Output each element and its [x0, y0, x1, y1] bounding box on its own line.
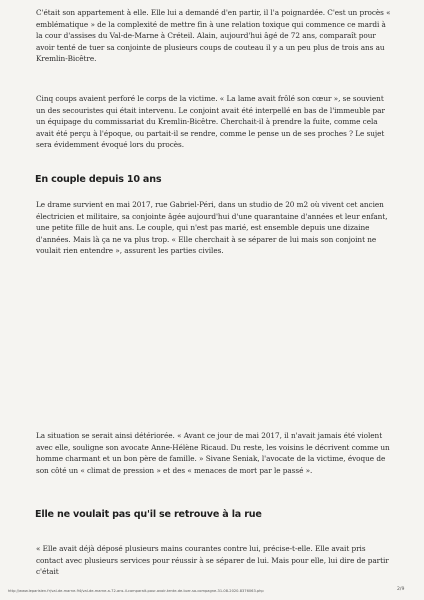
- paragraph-situation: La situation se serait ainsi détériorée. « Avant ce jour de mai 2017, il n'avait jamais été violent avec elle, souligne son avocate Anne-Hélène Ricaud. Du reste, les voisins le décrivent comme un homme charmant et un bon père de famille. » Sivane Seniak, l'avocate de la victime, évoque de son côté un « climat de pression » et des « menaces de mort par le passé ».: [36, 431, 390, 475]
- section-heading-couple: En couple depuis 10 ans: [35, 174, 162, 185]
- section-heading-street: Elle ne voulait pas qu'il se retrouve à la rue: [35, 509, 262, 520]
- paragraph-complaints: « Elle avait déjà déposé plusieurs mains courantes contre lui, précise-t-elle. Elle avait pris contact avec plusieurs services pour réussir à se séparer de lui. Mais pour elle, lui dire de partir c'était: [36, 544, 389, 576]
- paragraph-drama: Le drame survient en mai 2017, rue Gabriel-Péri, dans un studio de 20 m2 où vivent cet ancien électricien et militaire, sa conjointe âgée aujourd'hui d'une quarantaine d'années et leur enfant, une petite fille de huit ans. Le couple, qui n'est pas marié, est ensemble depuis une dizaine d'années. Mais là ça ne va plus trop. « Elle cherchait à se séparer de lui mais son conjoint ne voulait rien entendre », assurent les parties civiles.: [36, 200, 388, 255]
- page-number: 2/9: [397, 587, 405, 592]
- footer-url: http://www.leparisien.fr/val-de-marne-94/val-de-marne-a-72-ans-il-comparait-pour-avoir-tente-de-tuer-sa-compagne-31-08-2020-8376063.php: [8, 589, 264, 593]
- paragraph-stabbing: Cinq coups avaient perforé le corps de la victime. « La lame avait frôlé son cœur », se souvient un des secouristes qui était intervenu. Le conjoint avait été interpellé en bas de l'immeuble par un équipage du commissariat du Kremlin-Bicêtre. Cherchait-il à prendre la fuite, comme cela avait été perçu à l'époque, ou partait-il se rendre, comme le pense un de ses proches ? Le sujet sera évidemment évoqué lors du procès.: [36, 94, 385, 149]
- paragraph-opening: C'était son appartement à elle. Elle lui a demandé d'en partir, il l'a poignardée. C'est un procès « emblématique » de la complexité de mettre fin à une relation toxique qui commence ce mardi à la cour d'assises du Val-de-Marne à Créteil. Alain, aujourd'hui âgé de 72 ans, comparaît pour avoir tenté de tuer sa conjointe de plusieurs coups de couteau il y a un peu plus de trois ans au Kremlin-Bicêtre.: [36, 8, 391, 63]
